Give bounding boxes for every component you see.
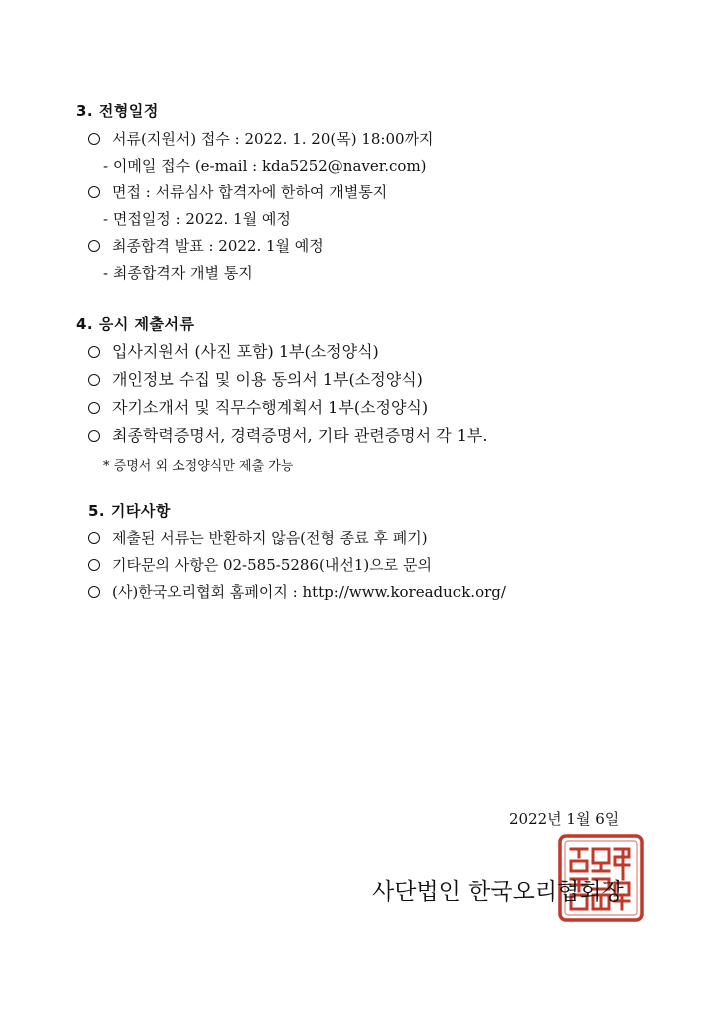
section5-heading: 5. 기타사항 [88,502,171,520]
document-item-application-text: 입사지원서 (사진 포함) 1부(소정양식) [112,342,379,361]
schedule-document-submission-text: 서류(지원서) 접수 : 2022. 1. 20(목) 18:00까지 [112,130,434,148]
bullet-circle-icon [88,586,100,598]
schedule-email-submission: - 이메일 접수 (e-mail : kda5252@naver.com) [103,157,427,175]
document-item-application [88,339,379,362]
document-note: * 증명서 외 소정양식만 제출 가능 [103,459,294,474]
misc-item-no-return [88,527,428,548]
schedule-interview-text: 면접 : 서류심사 합격자에 한하여 개별통지 [112,183,388,201]
bullet-circle-icon [88,346,100,358]
schedule-final-announcement [88,235,324,256]
bullet-circle-icon [88,402,100,414]
schedule-interview [88,181,387,202]
organization-signature: 사단법인 한국오리협회장 [372,879,624,905]
section4-heading: 4. 응시 제출서류 [76,315,195,333]
document-item-privacy-consent [88,367,423,390]
section3-heading: 3. 전형일정 [76,102,159,120]
bullet-circle-icon [88,374,100,386]
document-date: 2022년 1월 6일 [509,810,620,828]
bullet-circle-icon [88,532,100,544]
document-item-certificates-text: 최종학력증명서, 경력증명서, 기타 관련증명서 각 1부. [112,426,488,445]
misc-item-homepage [88,581,506,602]
schedule-document-submission [88,128,434,149]
bullet-circle-icon [88,430,100,442]
document-item-certificates [88,423,487,446]
schedule-final-announcement-text: 최종합격 발표 : 2022. 1월 예정 [112,237,324,255]
schedule-final-notice: - 최종합격자 개별 통지 [103,264,253,282]
misc-item-contact [88,554,432,575]
bullet-circle-icon [88,240,100,252]
document-item-self-introduction-text: 자기소개서 및 직무수행계획서 1부(소정양식) [112,398,429,417]
misc-item-homepage-text: (사)한국오리협회 홈페이지 : http://www.koreaduck.org/ [112,583,506,601]
schedule-interview-date: - 면접일정 : 2022. 1월 예정 [103,210,291,228]
document-item-self-introduction [88,395,428,418]
bullet-circle-icon [88,559,100,571]
misc-item-no-return-text: 제출된 서류는 반환하지 않음(전형 종료 후 폐기) [112,529,428,547]
document-item-privacy-consent-text: 개인정보 수집 및 이용 동의서 1부(소정양식) [112,370,423,389]
bullet-circle-icon [88,133,100,145]
bullet-circle-icon [88,186,100,198]
misc-item-contact-text: 기타문의 사항은 02-585-5286(내선1)으로 문의 [112,556,432,574]
